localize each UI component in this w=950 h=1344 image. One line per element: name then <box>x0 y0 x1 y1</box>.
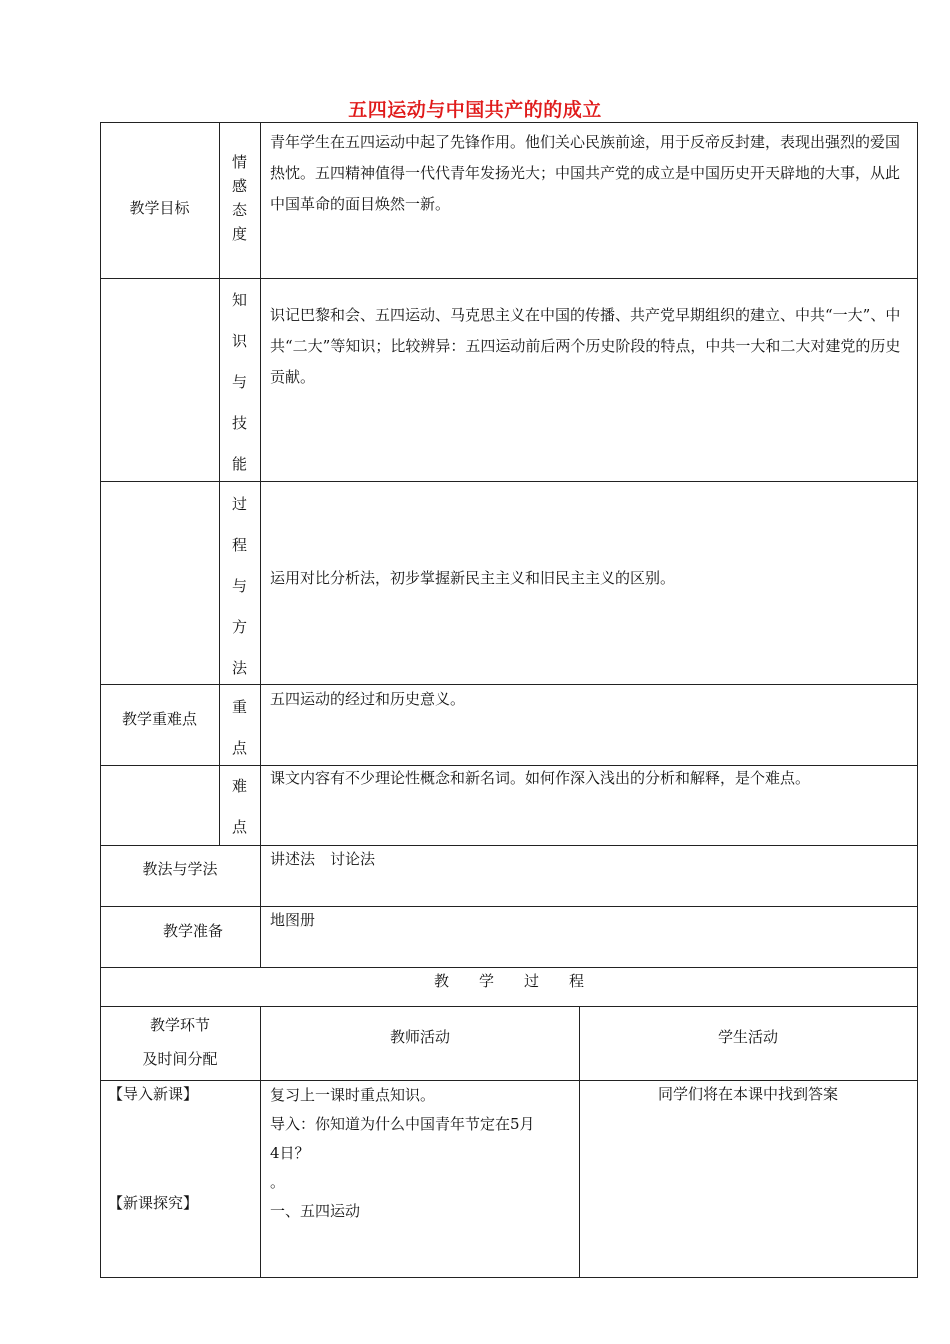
student-column-header: 学生活动 <box>717 1028 778 1046</box>
preparation-label: 教学准备 <box>162 922 223 940</box>
teacher-line: 。 <box>270 1173 286 1191</box>
key-sublabel <box>219 687 260 769</box>
emotion-text: 青年学生在五四运动中起了先锋作用。他们关心民族前途，用于反帝反封建，表现出强烈的爱国热忱。五四精神值得一代代青年发扬光大；中国共产党的成立是中国历史开天辟地的大事，从此中国革命的面目焕然一新。 <box>270 133 901 213</box>
table-border <box>100 278 918 279</box>
teacher-line: 一、五四运动 <box>270 1202 361 1220</box>
teacher-activity <box>270 1081 576 1226</box>
process-char: 法 <box>231 659 247 677</box>
knowledge-char: 知 <box>231 291 247 309</box>
key-text: 五四运动的经过和历史意义。 <box>270 690 466 708</box>
emotion-char: 态 <box>231 201 247 219</box>
table-border <box>100 122 918 123</box>
process-char: 程 <box>231 536 247 554</box>
table-border <box>100 1006 918 1007</box>
knowledge-sublabel <box>219 280 260 485</box>
process-char: 与 <box>231 577 247 595</box>
methods-label: 教法与学法 <box>142 860 218 878</box>
objectives-label: 教学目标 <box>129 199 190 217</box>
key-char: 点 <box>231 739 247 757</box>
process-char: 方 <box>231 618 247 636</box>
difficult-text: 课文内容有不少理论性概念和新名词。如何作深入浅出的分析和解释，是个难点。 <box>270 769 811 787</box>
emotion-sublabel <box>219 150 260 246</box>
table-border <box>917 122 918 1278</box>
process-char: 过 <box>231 495 247 513</box>
table-border <box>260 122 261 967</box>
stage-intro: 【导入新课】 <box>108 1085 199 1103</box>
knowledge-char: 与 <box>231 373 247 391</box>
process-header: 教 学 过 程 <box>433 972 584 990</box>
difficult-char: 难 <box>231 777 247 795</box>
focus-label: 教学重难点 <box>121 710 197 728</box>
knowledge-char: 技 <box>231 414 247 432</box>
knowledge-text: 识记巴黎和会、五四运动、马克思主义在中国的传播、共产党早期组织的建立、中共“一大”、中共“二大”等知识；比较辨异：五四运动前后两个历史阶段的特点，中共一大和二大对建党的历史贡献。 <box>270 306 901 386</box>
preparation-text: 地图册 <box>270 911 316 929</box>
knowledge-char: 识 <box>231 332 247 350</box>
emotion-char: 度 <box>231 225 247 243</box>
methods-text: 讲述法 讨论法 <box>270 850 376 868</box>
difficult-sublabel <box>219 766 260 848</box>
stage-column-header <box>100 1008 260 1076</box>
process-sublabel <box>219 484 260 689</box>
stage-new: 【新课探究】 <box>108 1194 199 1212</box>
table-border <box>100 1277 918 1278</box>
stage-header-line2: 及时间分配 <box>142 1050 218 1068</box>
page-title: 五四运动与中国共产的的成立 <box>348 99 602 121</box>
teacher-line: 导入：你知道为什么中国青年节定在5月 <box>270 1115 535 1133</box>
teacher-line: 复习上一课时重点知识。 <box>270 1086 436 1104</box>
process-text: 运用对比分析法，初步掌握新民主主义和旧民主主义的区别。 <box>270 569 676 587</box>
key-char: 重 <box>231 698 247 716</box>
teacher-column-header: 教师活动 <box>389 1028 450 1046</box>
stage-header-line1: 教学环节 <box>149 1016 210 1034</box>
student-activity: 同学们将在本课中找到答案 <box>657 1085 838 1103</box>
emotion-char: 情 <box>231 153 247 171</box>
teacher-line: 4日？ <box>270 1144 310 1162</box>
knowledge-char: 能 <box>231 455 247 473</box>
difficult-char: 点 <box>231 818 247 836</box>
table-border <box>100 122 101 1278</box>
emotion-char: 感 <box>231 177 247 195</box>
